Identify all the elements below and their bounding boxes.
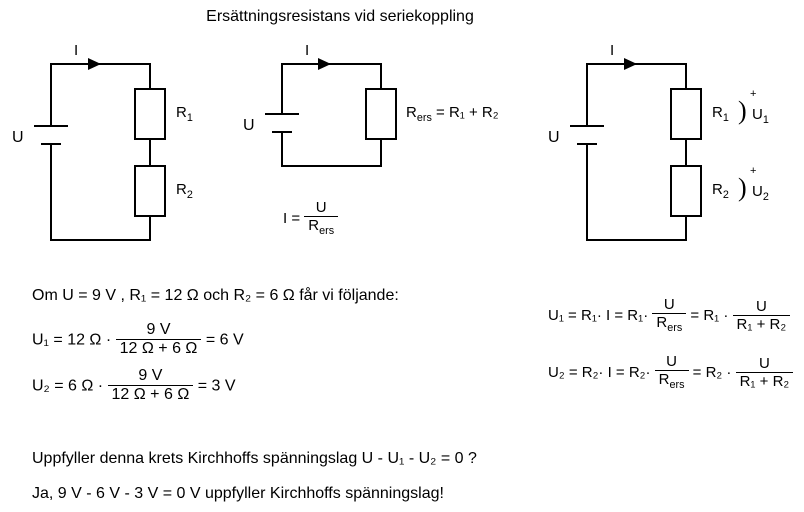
- wire-left-lower: [586, 143, 588, 241]
- wire-left-upper: [281, 63, 283, 113]
- resistor-r1: [670, 88, 702, 140]
- voltage-u2-plus: +: [750, 165, 757, 177]
- wire-right-bottom: [149, 217, 151, 241]
- voltage-brace-u1: ): [738, 96, 747, 125]
- wire-right-mid: [149, 140, 151, 165]
- source-label: U: [548, 129, 560, 146]
- rers-equation: $R_{ers} = R_1 + R_2$: [406, 104, 499, 124]
- resistor-rers: [365, 88, 397, 140]
- battery-long-plate: [570, 125, 604, 127]
- current-label: I: [74, 42, 79, 59]
- wire-right-top: [685, 63, 687, 88]
- resistor-r2-label: $R_2$: [712, 181, 729, 201]
- voltage-u1-label: $U_1$: [752, 106, 769, 126]
- given-values-line: Om U = 9 V , R₁ = 12 Ω och R₂ = 6 Ω får vi följande:: [32, 287, 399, 304]
- page-title: Ersättningsresistans vid seriekoppling: [206, 8, 474, 25]
- source-label: U: [12, 129, 24, 146]
- battery-long-plate: [34, 125, 68, 127]
- wire-left-lower: [281, 131, 283, 167]
- resistor-r1: [134, 88, 166, 140]
- current-label: I: [305, 42, 310, 59]
- voltage-u2-label: $U_2$: [752, 183, 769, 203]
- kirchhoff-question: Uppfyller denna krets Kirchhoffs spänningslag U - U₁ - U₂ = 0 ?: [32, 450, 477, 467]
- current-formula: I = $\frac{U}{R_{ers}}$: [283, 200, 338, 238]
- voltage-u1-plus: +: [750, 88, 757, 100]
- wire-bottom: [281, 165, 381, 167]
- resistor-r1-label: $R_1$: [176, 104, 193, 124]
- voltage-brace-u2: ): [738, 173, 747, 202]
- wire-bottom: [50, 239, 150, 241]
- resistor-r2-label: $R_2$: [176, 181, 193, 201]
- u1-calculation: U₁ = 12 Ω · $\frac{9 V}{12 \Omega + 6 \Omega}$ = 6 V: [32, 321, 244, 357]
- current-arrow: [318, 58, 331, 70]
- source-label: U: [243, 117, 255, 134]
- kirchhoff-answer: Ja, 9 V - 6 V - 3 V = 0 V uppfyller Kirchhoffs spänningslag!: [32, 485, 444, 502]
- wire-right-top: [380, 63, 382, 88]
- wire-left-upper: [586, 63, 588, 125]
- wire-right-mid: [685, 140, 687, 165]
- wire-right-top: [149, 63, 151, 88]
- resistor-r2: [670, 165, 702, 217]
- battery-long-plate: [265, 113, 299, 115]
- current-arrow: [88, 58, 101, 70]
- u2-calculation: U₂ = 6 Ω · $\frac{9 V}{12 \Omega + 6 \Omega}$ = 3 V: [32, 367, 236, 403]
- wire-left-upper: [50, 63, 52, 125]
- current-arrow: [624, 58, 637, 70]
- wire-bottom: [586, 239, 686, 241]
- wire-right-bottom: [685, 217, 687, 241]
- current-label: I: [610, 42, 615, 59]
- u2-derivation: U₂ = R₂· I = R₂· $\frac{U}{R_{ers}}$ = R₂ · $\frac{U}{\text{R₁ + R₂}}$: [548, 354, 793, 392]
- wire-left-lower: [50, 143, 52, 241]
- wire-top: [281, 63, 381, 65]
- resistor-r2: [134, 165, 166, 217]
- u1-derivation: U₁ = R₁· I = R₁· $\frac{U}{R_{ers}}$ = R₁ · $\frac{U}{\text{R₁ + R₂}}$: [548, 297, 790, 335]
- wire-right-bottom: [380, 140, 382, 167]
- resistor-r1-label: $R_1$: [712, 104, 729, 124]
